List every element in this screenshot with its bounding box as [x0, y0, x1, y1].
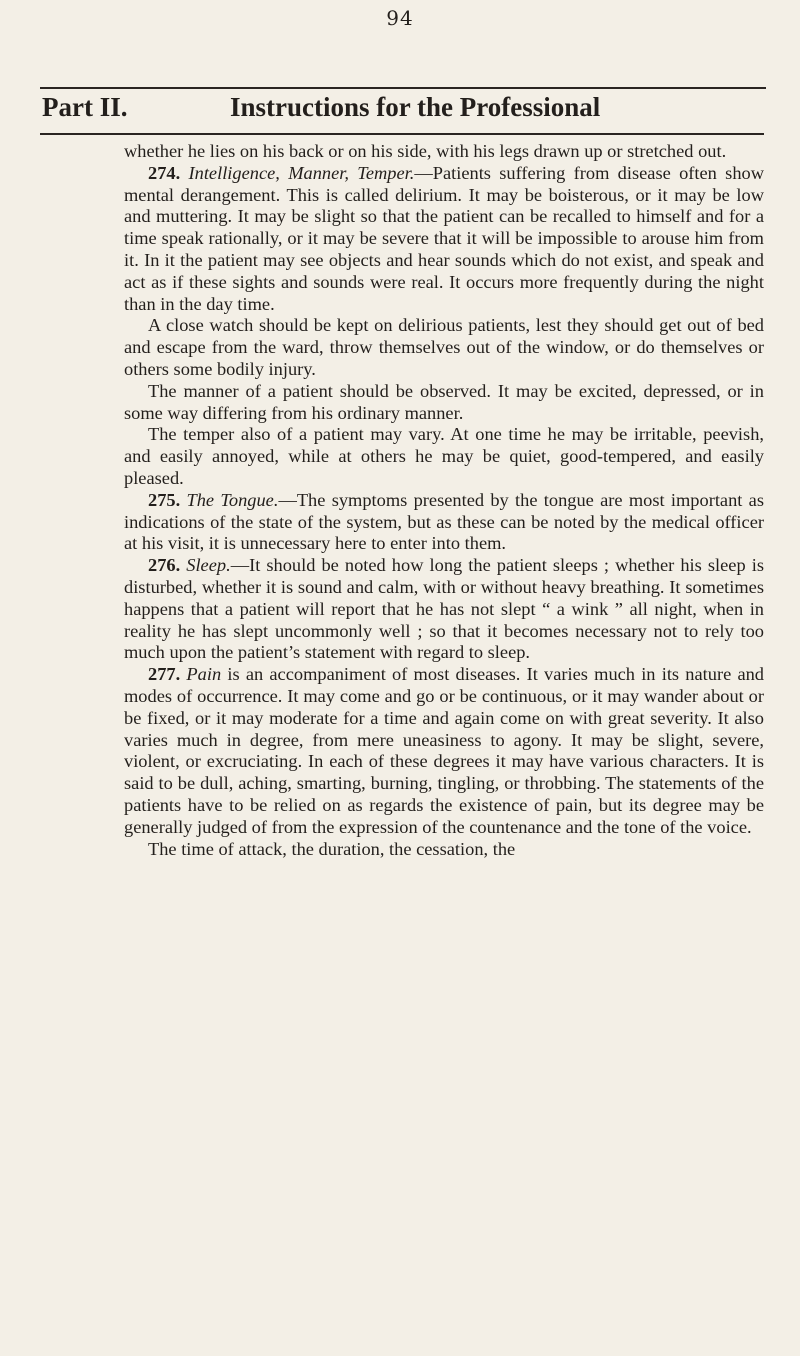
paragraph-text: A close watch should be kept on delirious patients, lest they should get out of bed and escape from the ward, throw themselves out of the window, or do themselves or others some bodily injury. [124, 315, 764, 379]
section-title: Instructions for the Professional [230, 92, 601, 122]
paragraph [124, 424, 764, 489]
paragraph [124, 490, 764, 555]
paragraph [124, 555, 764, 664]
paragraph-topic: Sleep. [186, 555, 231, 576]
paragraph-text: is an accompaniment of most diseases. It varies much in its nature and modes of occurrence. It may come and go or be continuous, or it may wander about or be fixed, or it may moderate for a time and again come on with great severity. It also varies much in degree, from mere uneasiness to agony. It may be slight, severe, violent, or excruciating. In each of these degrees it may have various characters. It is said to be dull, aching, smarting, burning, tingling, or throbbing. The statements of the patients have to be relied on as regards the existence of pain, but its degree may be generally judged of from the expression of the countenance and the tone of the voice. [124, 664, 764, 837]
paragraph-text: —It should be noted how long the patient sleeps ; whether his sleep is disturbed, whether it is sound and calm, with or without heavy breathing. It sometimes happens that a patient will report that he has not slept “ a wink ” all night, when in reality he has slept uncommonly well ; so that it becomes necessary not to rely too much upon the patient’s statement with regard to sleep. [124, 555, 764, 663]
page-number: 94 [386, 6, 414, 30]
paragraph [124, 839, 764, 861]
paragraph [124, 163, 764, 316]
paragraph-topic: Pain [186, 664, 222, 685]
paragraph-text: The manner of a patient should be observed. It may be excited, depressed, or in some way differing from his ordinary manner. [124, 380, 764, 423]
paragraph-text: whether he lies on his back or on his side, with his legs drawn up or stretched out. [124, 141, 727, 161]
paragraph-topic: Intelligence, Manner, Temper. [188, 162, 415, 183]
paragraph-text: —The symptoms presented by the tongue are most important as indications of the state of the system, but as these can be noted by the medical officer at his visit, it is unnecessary here to enter into them. [124, 489, 764, 554]
header-rule-top [40, 87, 766, 89]
paragraph [124, 141, 764, 163]
paragraph-text: The time of attack, the duration, the cessation, the [148, 838, 516, 859]
paragraph-number: 277. [148, 664, 181, 685]
paragraph-text: The temper also of a patient may vary. At one time he may be irritable, peevish, and easily annoyed, while at others he may be quiet, good-tempered, and easily pleased. [124, 424, 764, 488]
paragraph [124, 664, 764, 838]
paragraph [124, 381, 764, 425]
paragraph-number: 274. [148, 162, 181, 183]
paragraph [124, 315, 764, 380]
running-header [42, 92, 762, 128]
part-label: Part II. [42, 92, 128, 122]
body-text [124, 141, 764, 860]
paragraph-text: —Patients suffering from disease often show mental derangement. This is called delirium. It may be boisterous, or it may be low and muttering. It may be slight so that the patient can be recalled to himself and for a time speak rationally, or it may be severe that it will be impossible to arouse him from it. In it the patient may see objects and hear sounds which do not exist, and speak and act as if these sights and sounds were real. It occurs more frequently during the night than in the day time. [124, 162, 764, 314]
paragraph-topic: The Tongue. [186, 489, 279, 510]
header-rule-bottom [40, 133, 764, 135]
paragraph-number: 275. [148, 489, 181, 510]
paragraph-number: 276. [148, 555, 181, 576]
